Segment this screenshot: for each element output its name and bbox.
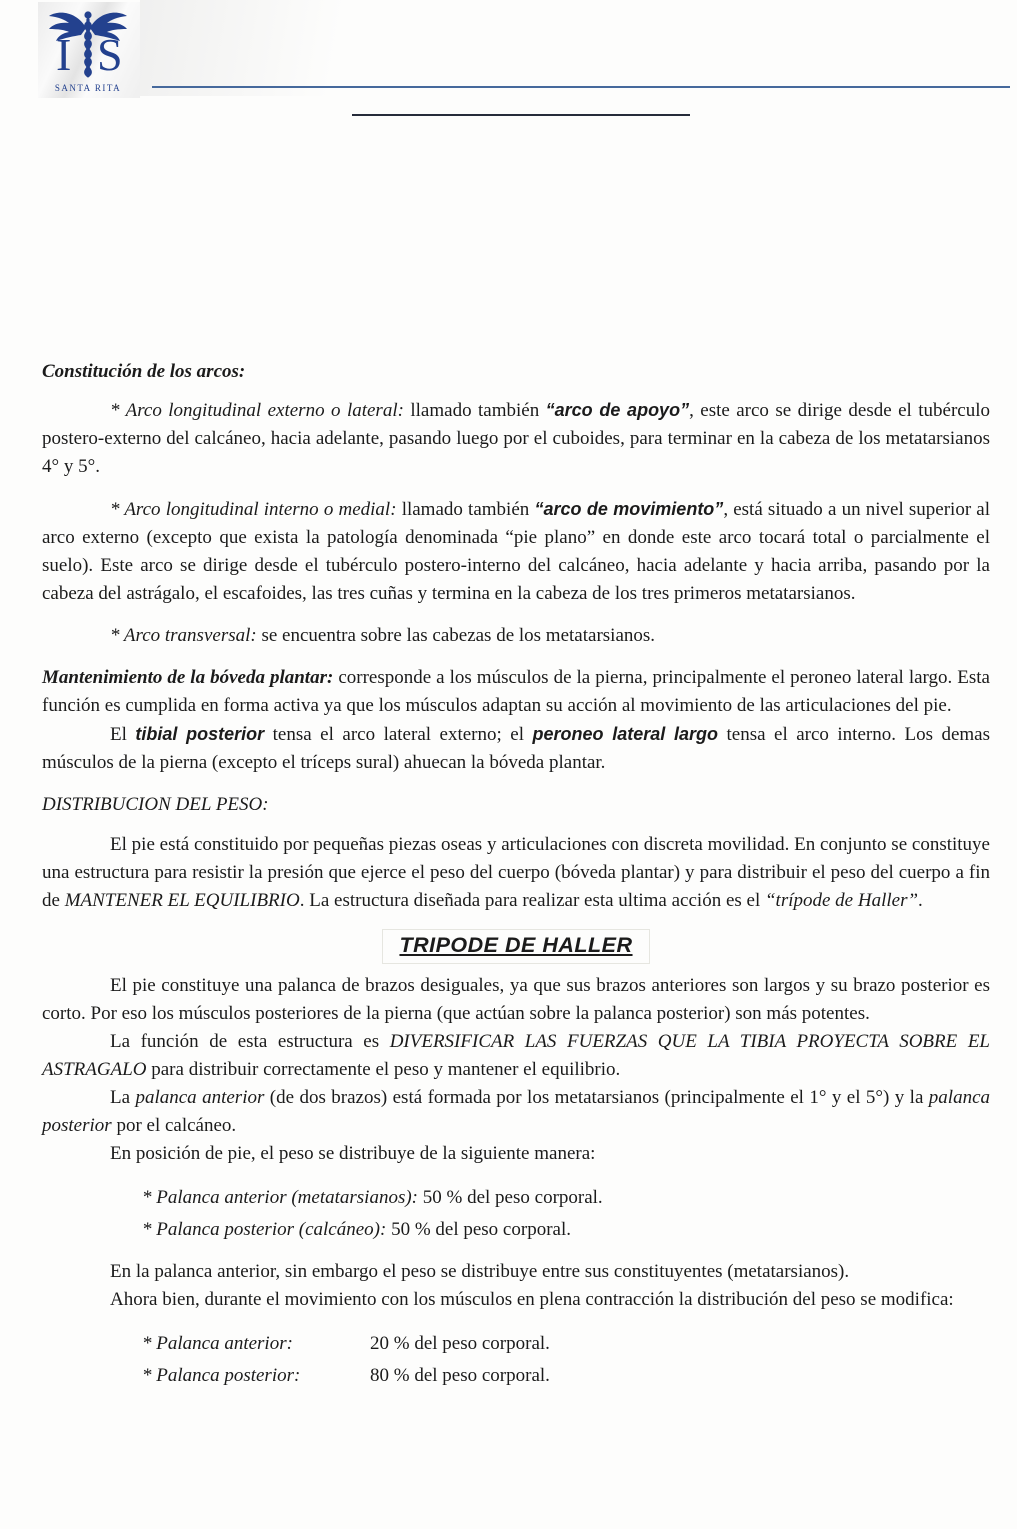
- para-arco-interno: [42, 495, 990, 608]
- para-palanca-formada: [42, 1084, 990, 1140]
- list-item: [142, 1182, 990, 1214]
- heading-tripode: [42, 929, 990, 964]
- text-run: “trípode de Haller”: [764, 890, 919, 911]
- text-run: La: [110, 1087, 136, 1108]
- heading-constitucion: [42, 358, 990, 386]
- text-run: El pie constituye una palanca de brazos desiguales, ya que sus brazos anteriores son largos y su brazo posterior es corto. Por eso los músculos posteriores de la pierna (que actúan sobre la palanca posterior) son más potentes.: [42, 975, 990, 1024]
- text-run: tensa el arco interno. Los demas músculos de la pierna (excepto el tríceps sural) ahuecan la bóveda plantar.: [42, 724, 990, 773]
- para-en-posicion: [42, 1140, 990, 1168]
- text-run: tensa el arco lateral externo; el: [264, 724, 533, 745]
- text-run: 50 % del peso corporal.: [418, 1187, 603, 1208]
- para-funcion-estructura: [42, 1028, 990, 1084]
- text-run: La función de esta estructura es: [110, 1031, 390, 1052]
- weight-label: * Palanca posterior:: [142, 1365, 301, 1386]
- title-rule: [352, 114, 690, 116]
- text-run: “arco de movimiento”: [534, 499, 724, 519]
- text-run: DIVERSIFICAR LAS FUERZAS QUE LA TIBIA PROYECTA SOBRE EL ASTRAGALO: [42, 1031, 990, 1080]
- document-content: [42, 358, 990, 1392]
- text-run: En posición de pie, el peso se distribuye de la siguiente manera:: [110, 1143, 596, 1164]
- tripode-heading-box: [382, 929, 649, 964]
- text-run: DISTRIBUCION DEL PESO:: [42, 794, 269, 815]
- logo-subtitle: SANTA RITA: [54, 83, 122, 93]
- text-run: MANTENER EL EQUILIBRIO: [64, 890, 300, 911]
- weight-value: 80 % del peso corporal.: [370, 1365, 550, 1386]
- text-run: , este arco se dirige desde el tubérculo postero-externo del calcáneo, hacia adelante, pasando luego por el cuboides, para terminar en la cabeza de los metatarsianos 4° y 5°.: [42, 400, 990, 477]
- para-mantenimiento: [42, 664, 990, 720]
- text-run: llamado también: [396, 499, 535, 520]
- text-run: * Palanca anterior (metatarsianos):: [142, 1187, 419, 1208]
- weight-label: * Palanca anterior:: [142, 1333, 293, 1354]
- text-run: tibial posterior: [135, 724, 265, 744]
- text-run: * Palanca posterior (calcáneo):: [142, 1219, 387, 1240]
- text-run: corresponde a los músculos de la pierna, principalmente el peroneo lateral largo. Esta función es cumplida en forma activa ya que los músculos adaptan su acción al movimiento de las articulaciones del pie.: [42, 667, 990, 716]
- para-en-la-palanca: [42, 1258, 990, 1286]
- text-run: palanca posterior: [42, 1087, 991, 1136]
- text-run: 50 % del peso corporal.: [386, 1219, 571, 1240]
- text-run: TRIPODE DE HALLER: [399, 933, 633, 957]
- text-run: , está situado a un nivel superior al arco externo (excepto que exista la patología denominada “pie plano” en donde este arco tocará total o parcialmente el suelo). Este arco se dirige desde el tubérculo postero-interno del calcáneo, hacia adelante y hacia arriba, pasando por la cabeza del astrágalo, el escafoides, las tres cuñas y termina en la cabeza de los tres primeros metatarsianos.: [42, 499, 991, 604]
- santa-rita-logo: [40, 4, 138, 96]
- para-arco-externo: [42, 396, 990, 481]
- para-el-pie-esta: [42, 831, 990, 915]
- text-run: .: [918, 890, 923, 911]
- text-run: En la palanca anterior, sin embargo el peso se distribuye entre sus constituyentes (metatarsianos).: [110, 1261, 850, 1282]
- para-el-pie-constituye: [42, 972, 990, 1028]
- text-run: palanca anterior: [135, 1087, 265, 1108]
- logo-letter-right: S: [97, 29, 123, 80]
- text-run: por el calcáneo.: [111, 1115, 237, 1136]
- text-run: peroneo lateral largo: [532, 724, 718, 744]
- scan-artifact: [140, 0, 440, 96]
- text-run: * Arco transversal:: [110, 625, 257, 646]
- text-run: El pie está constituido por pequeñas piezas oseas y articulaciones con discreta movilidad. En conjunto se constituye una estructura para resistir la presión que ejerce el peso del cuerpo (bóveda plantar) y para distribuir el peso del cuerpo a fin de: [42, 834, 990, 911]
- logo-letter-left: I: [56, 29, 72, 80]
- list-peso-dinamico: [142, 1328, 990, 1392]
- header-rule: [152, 86, 1010, 88]
- para-arco-transversal: [42, 622, 990, 650]
- text-run: “arco de apoyo”: [545, 400, 690, 420]
- text-run: * Arco longitudinal externo o lateral:: [110, 400, 404, 421]
- text-run: Ahora bien, durante el movimiento con los músculos en plena contracción la distribución del peso se modifica:: [110, 1289, 954, 1310]
- list-item: [142, 1214, 990, 1246]
- text-run: El: [110, 724, 136, 745]
- text-run: . La estructura diseñada para realizar esta ultima acción es el: [299, 890, 765, 911]
- weight-row: [142, 1360, 990, 1392]
- text-run: Constitución de los arcos:: [42, 361, 246, 382]
- list-peso-estatico: [142, 1182, 990, 1246]
- text-run: * Arco longitudinal interno o medial:: [110, 499, 397, 520]
- para-tibial-peroneo: [42, 720, 990, 777]
- text-run: llamado también: [403, 400, 546, 421]
- text-run: (de dos brazos) está formada por los metatarsianos (principalmente el 1° y el 5°) y la: [264, 1087, 929, 1108]
- weight-row: [142, 1328, 990, 1360]
- text-run: se encuentra sobre las cabezas de los metatarsianos.: [256, 625, 656, 646]
- text-run: para distribuir correctamente el peso y mantener el equilibrio.: [146, 1059, 621, 1080]
- weight-value: 20 % del peso corporal.: [370, 1333, 550, 1354]
- para-ahora-bien: [42, 1286, 990, 1314]
- text-run: Mantenimiento de la bóveda plantar:: [42, 667, 334, 688]
- heading-distribucion: [42, 791, 990, 819]
